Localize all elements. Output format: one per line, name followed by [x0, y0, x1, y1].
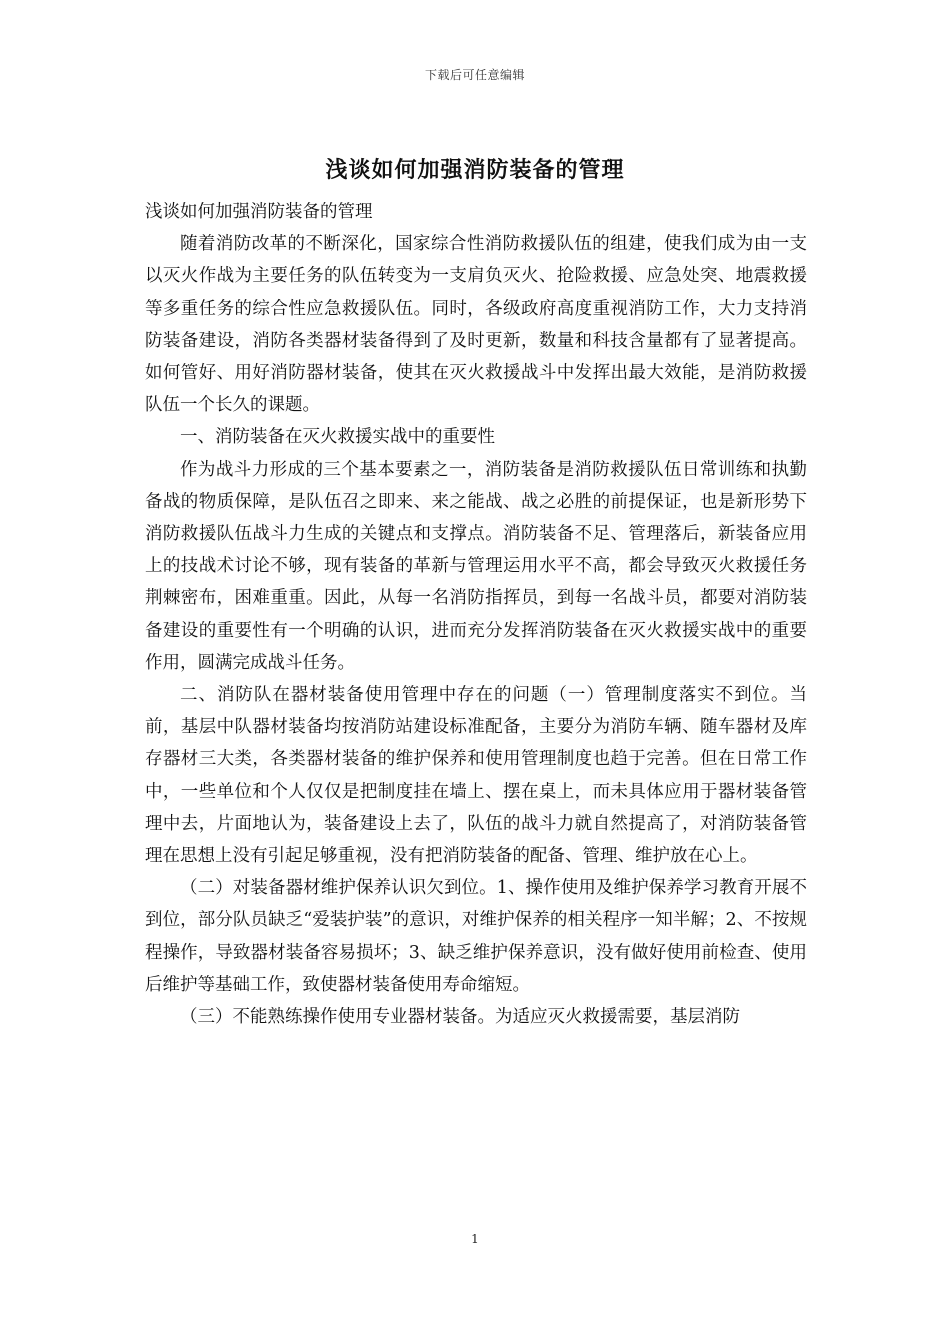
subsection-2-paragraph: （二）对装备器材维护保养认识欠到位。1、操作使用及维护保养学习教育开展不到位，部分队员缺乏“爱装护装”的意识，对维护保养的相关程序一知半解；2、不按规程操作，导致器材装备容易损坏；3、缺乏维护保养意识，没有做好使用前检查、使用后维护等基础工作，致使器材装备使用寿命缩短。: [145, 878, 807, 995]
page-number: 1: [471, 1232, 479, 1246]
intro-paragraph: 随着消防改革的不断深化，国家综合性消防救援队伍的组建，使我们成为由一支以灭火作战为主要任务的队伍转变为一支肩负灭火、抢险救援、应急处突、地震救援等多重任务的综合性应急救援队伍。同时，各级政府高度重视消防工作，大力支持消防装备建设，消防各类器材装备得到了及时更新，数量和科技含量都有了显著提高。如何管好、用好消防器材装备，使其在灭火救援战斗中发挥出最大效能，是消防救援队伍一个长久的课题。: [145, 234, 807, 416]
section-2-paragraph: 二、消防队在器材装备使用管理中存在的问题（一）管理制度落实不到位。当前，基层中队器材装备均按消防站建设标准配备，主要分为消防车辆、随车器材及库存器材三大类，各类器材装备的维护保养和使用管理制度也趋于完善。但在日常工作中，一些单位和个人仅仅是把制度挂在墙上、摆在桌上，而未具体应用于器材装备管理中去，片面地认为，装备建设上去了，队伍的战斗力就自然提高了，对消防装备管理在思想上没有引起足够重视，没有把消防装备的配备、管理、维护放在心上。: [145, 685, 807, 867]
page-header-note: 下载后可任意编辑: [424, 68, 525, 82]
section-heading-1: 一、消防装备在灭火救援实战中的重要性: [180, 427, 495, 448]
document-body: [145, 196, 807, 1033]
document-title: 浅谈如何加强消防装备的管理: [325, 157, 625, 183]
section-1-paragraph: 作为战斗力形成的三个基本要素之一，消防装备是消防救援队伍日常训练和执勤备战的物质保障，是队伍召之即来、来之能战、战之必胜的前提保证，也是新形势下消防救援队伍战斗力生成的关键点和支撑点。消防装备不足、管理落后，新装备应用上的技战术讨论不够，现有装备的革新与管理运用水平不高，都会导致灭火救援任务荆棘密布，困难重重。因此，从每一名消防指挥员，到每一名战斗员，都要对消防装备建设的重要性有一个明确的认识，进而充分发挥消防装备在灭火救援实战中的重要作用，圆满完成战斗任务。: [145, 459, 807, 673]
subsection-3-paragraph: （三）不能熟练操作使用专业器材装备。为适应灭火救援需要，基层消防: [180, 1007, 740, 1028]
subtitle-paragraph: 浅谈如何加强消防装备的管理: [145, 202, 373, 222]
